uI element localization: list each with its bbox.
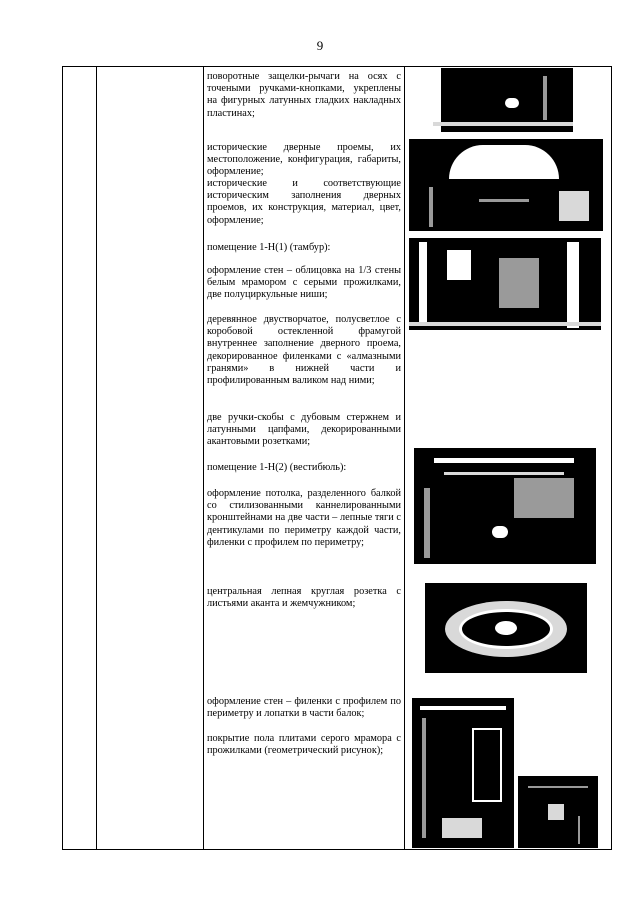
photo-vestibule-ceiling	[414, 448, 596, 564]
paragraph-latches: поворотные защелки-рычаги на осях с точеными ручками-кнопками, укреплены на фигурных латунных гладких накладных пластинах;	[207, 71, 401, 119]
photo-tambour	[409, 238, 601, 330]
photo-wall-panels	[412, 698, 514, 848]
paragraph-door-fillings: исторические и соответствующие историческим заполнения дверных проемов, их конструкция, материал, цвет, оформление;	[207, 178, 401, 226]
paragraph-wall-marble: оформление стен – облицовка на 1/3 стены белым мрамором с серыми прожилками, две полуциркульные ниши;	[207, 265, 401, 301]
photo-marble-floor	[518, 776, 598, 848]
photo-door-arch	[409, 139, 603, 231]
paragraph-door-openings: исторические дверные проемы, их местоположение, конфигурация, габариты, оформление;	[207, 142, 401, 178]
photo-ceiling-rosette	[425, 583, 587, 673]
paragraph-rosette: центральная лепная круглая розетка с листьями аканта и жемчужником;	[207, 586, 401, 610]
paragraph-room-tambour: помещение 1-Н(1) (тамбур):	[207, 242, 331, 253]
paragraph-floor: покрытие пола плитами серого мрамора с прожилками (геометрический рисунок);	[207, 733, 401, 757]
paragraph-wall-panels: оформление стен – филенки с профилем по периметру и лопатки в части балок;	[207, 696, 401, 720]
page-number: 9	[316, 38, 324, 53]
column-divider	[203, 67, 204, 849]
paragraph-door-handles: две ручки-скобы с дубовым стержнем и латунными цапфами, декорированными акантовыми розетками;	[207, 412, 401, 448]
column-divider	[404, 67, 405, 849]
paragraph-ceiling: оформление потолка, разделенного балкой со стилизованными каннелированными кронштейнами на две части – лепные тяги с дентикулами по периметру каждой части, филенки с профилем по периметру;	[207, 488, 401, 548]
column-divider	[96, 67, 97, 849]
photo-door-latch	[433, 68, 573, 132]
paragraph-wooden-door: деревянное двустворчатое, полусветлое с коробовой остекленной фрамугой внутреннее заполнение дверного проема, декорированное филенками с «алмазными гранями» в нижней части и профилированным валиком над ними;	[207, 314, 401, 387]
paragraph-room-vestibule: помещение 1-Н(2) (вестибюль):	[207, 462, 347, 473]
